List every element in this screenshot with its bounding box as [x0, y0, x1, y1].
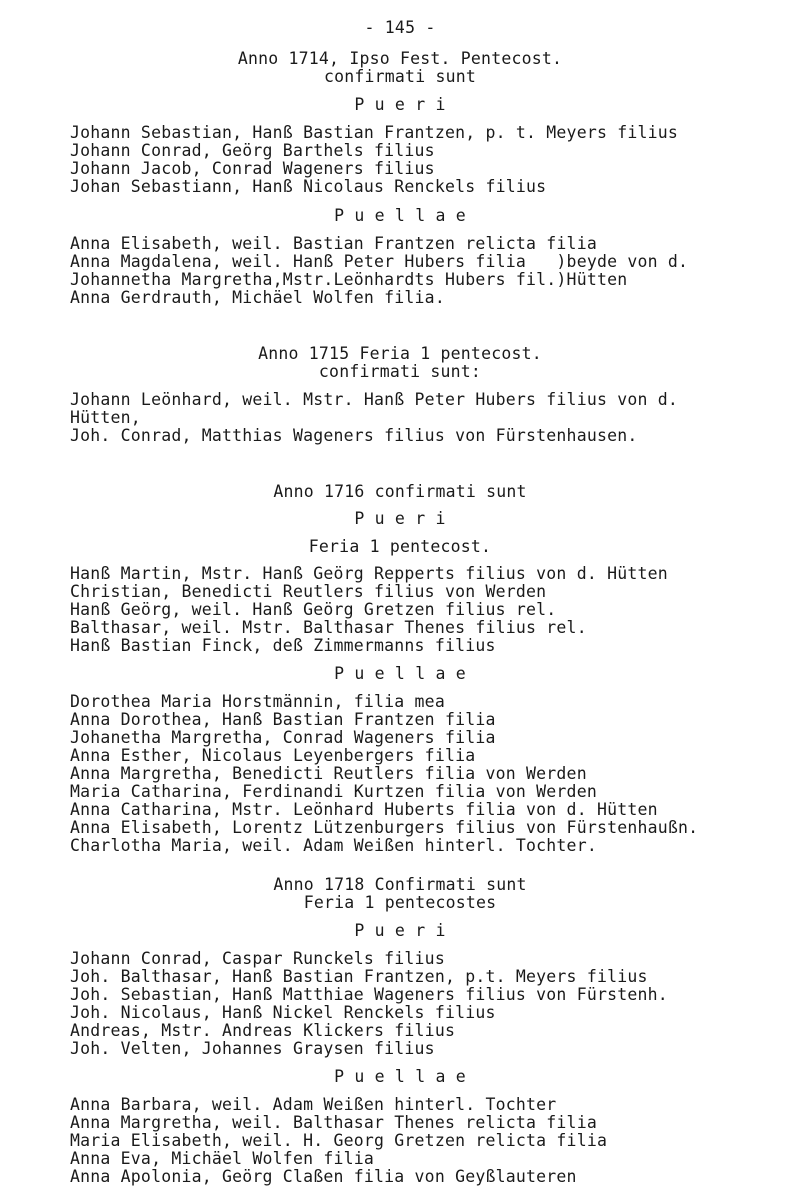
entry-line: Anna Barbara, weil. Adam Weißen hinterl. Tochter [70, 1095, 557, 1114]
section-1714-pueri-label: P u e r i [354, 95, 446, 114]
entry-line: Maria Elisabeth, weil. H. Georg Gretzen relicta filia [70, 1131, 608, 1150]
section-1718-pueri-label: P u e r i [354, 921, 446, 940]
entry-line: Charlotha Maria, weil. Adam Weißen hinterl. Tochter. [70, 836, 597, 855]
entry-line: Johan Sebastiann, Hanß Nicolaus Renckels filius [70, 177, 547, 196]
section-1718-heading: Anno 1718 Confirmati sunt [273, 875, 527, 894]
entry-line: Anna Esther, Nicolaus Leyenbergers filia [70, 746, 476, 765]
page-number: - 145 - [364, 18, 436, 37]
entry-line: Johanetha Margretha, Conrad Wageners filia [70, 728, 496, 747]
entry-line: Joh. Conrad, Matthias Wageners filius von Fürstenhausen. [70, 426, 638, 445]
entry-line: Joh. Nicolaus, Hanß Nickel Renckels filius [70, 1003, 496, 1022]
section-1718-puellae-label: P u e l l a e [334, 1067, 466, 1086]
entry-line: Joh. Velten, Johannes Graysen filius [70, 1039, 435, 1058]
entry-line: Hütten, [70, 408, 141, 427]
entry-line: Johann Conrad, Caspar Runckels filius [70, 949, 445, 968]
entry-line: Anna Magdalena, weil. Hanß Peter Hubers filia )beyde von d. [70, 252, 689, 271]
section-1715-subheading: confirmati sunt: [318, 362, 482, 381]
section-1716-subheading: Feria 1 pentecost. [308, 537, 492, 556]
section-1716-puellae-label: P u e l l a e [334, 664, 466, 683]
entry-line: Johann Leönhard, weil. Mstr. Hanß Peter Hubers filius von d. [70, 390, 679, 409]
entry-line: Johannetha Margretha,Mstr.Leönhardts Hubers fil.)Hütten [70, 270, 628, 289]
entry-line: Anna Dorothea, Hanß Bastian Frantzen filia [70, 710, 496, 729]
entry-line: Anna Gerdrauth, Michäel Wolfen filia. [70, 288, 445, 307]
entry-line: Anna Elisabeth, Lorentz Lützenburgers filius von Fürstenhaußn. [70, 818, 699, 837]
entry-line: Johann Jacob, Conrad Wageners filius [70, 159, 435, 178]
entry-line: Joh. Sebastian, Hanß Matthiae Wageners filius von Fürstenh. [70, 985, 668, 1004]
section-1716-pueri-label: P u e r i [354, 509, 446, 528]
section-1714-subheading: confirmati sunt [323, 67, 476, 86]
section-1714-heading: Anno 1714, Ipso Fest. Pentecost. [237, 49, 563, 68]
section-1714-puellae-label: P u e l l a e [334, 206, 466, 225]
section-1718-subheading: Feria 1 pentecostes [303, 893, 497, 912]
entry-line: Maria Catharina, Ferdinandi Kurtzen filia von Werden [70, 782, 597, 801]
entry-line: Anna Apolonia, Geörg Claßen filia von Geyßlauteren [70, 1167, 577, 1186]
entry-line: Anna Margretha, Benedicti Reutlers filia von Werden [70, 764, 587, 783]
entry-line: Dorothea Maria Horstmännin, filia mea [70, 692, 445, 711]
entry-line: Anna Elisabeth, weil. Bastian Frantzen relicta filia [70, 234, 597, 253]
entry-line: Johann Sebastian, Hanß Bastian Frantzen, p. t. Meyers filius [70, 123, 679, 142]
entry-line: Anna Eva, Michäel Wolfen filia [70, 1149, 375, 1168]
entry-line: Andreas, Mstr. Andreas Klickers filius [70, 1021, 456, 1040]
entry-line: Christian, Benedicti Reutlers filius von Werden [70, 582, 547, 601]
entry-line: Johann Conrad, Geörg Barthels filius [70, 141, 435, 160]
entry-line: Hanß Martin, Mstr. Hanß Geörg Repperts filius von d. Hütten [70, 564, 668, 583]
entry-line: Balthasar, weil. Mstr. Balthasar Thenes filius rel. [70, 618, 587, 637]
entry-line: Hanß Geörg, weil. Hanß Geörg Gretzen filius rel. [70, 600, 557, 619]
entry-line: Joh. Balthasar, Hanß Bastian Frantzen, p.t. Meyers filius [70, 967, 648, 986]
entry-line: Anna Margretha, weil. Balthasar Thenes relicta filia [70, 1113, 597, 1132]
entry-line: Hanß Bastian Finck, deß Zimmermanns filius [70, 636, 496, 655]
entry-line: Anna Catharina, Mstr. Leönhard Huberts filia von d. Hütten [70, 800, 658, 819]
section-1715-heading: Anno 1715 Feria 1 pentecost. [258, 344, 542, 363]
section-1716-heading: Anno 1716 confirmati sunt [273, 482, 527, 501]
